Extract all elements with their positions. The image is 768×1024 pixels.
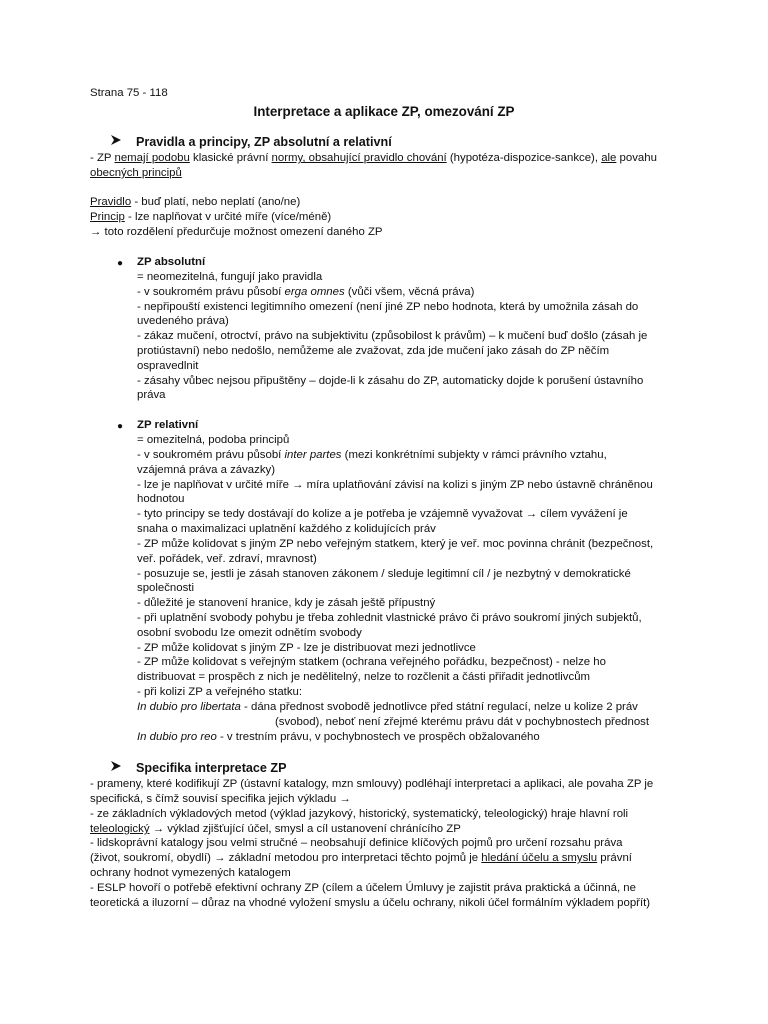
list-line: - nepřipouští existenci legitimního omezení (není jiné ZP nebo hodnota, která by umožnila zásah do	[137, 301, 639, 313]
para-line: - prameny, které kodifikují ZP (ústavní katalogy, mzn smlouvy) podléhají interpretaci a aplikaci, ale povaha ZP je	[90, 778, 654, 790]
list-line: = neomezitelná, fungují jako pravidla	[137, 271, 323, 283]
term-pravidlo: Pravidlo	[90, 196, 132, 208]
subheading-relativni: ZP relativní	[137, 419, 199, 431]
text-run: (mezi konkrétními subjekty v rámci právního vztahu,	[341, 449, 607, 461]
document-title: Interpretace a aplikace ZP, omezování ZP	[253, 104, 515, 119]
page-range-label: Strana 75 - 118	[90, 87, 168, 99]
list-line: - při kolizi ZP a veřejného statku:	[137, 686, 303, 698]
text-run: → výklad zjišťující účel, smysl a cíl ustanovení chránícího ZP	[149, 823, 461, 835]
text-run: - v soukromém právu působí	[137, 286, 285, 298]
bullet-icon: ●	[117, 421, 124, 432]
section-heading-text: Specifika interpretace ZP	[136, 761, 287, 775]
list-line: - ZP může kolidovat s jiným ZP nebo veřejným statkem, který je veř. moc povinna chránit (bezpečnost,	[137, 538, 654, 550]
intro-line-2	[90, 166, 182, 181]
list-line: - při uplatnění svobody pohybu je třeba zohlednit vlastnické právo či právo soukromí jiných subjektů,	[137, 612, 642, 624]
pravidlo-definition	[90, 195, 300, 210]
text-run: - v soukromém právu působí	[137, 449, 285, 461]
text-run: - buď platí, nebo neplatí (ano/ne)	[131, 196, 301, 208]
underlined-text: teleologický	[90, 823, 150, 835]
conclusion-line: → toto rozdělení předurčuje možnost omezení daného ZP	[90, 226, 383, 238]
list-line: - posuzuje se, jestli je zásah stanoven zákonem / sleduje legitimní cíl / je nezbytný v demokratické	[137, 568, 631, 580]
list-line: osobní svobodu lze omezit odnětím svobody	[137, 627, 362, 639]
text-run: klasické právní	[189, 152, 272, 164]
list-line	[137, 730, 540, 745]
list-line: veř. pořádek, veř. zdraví, mravnost)	[137, 553, 317, 565]
para-line	[90, 851, 632, 866]
term-princip: Princip	[90, 211, 125, 223]
bullet-icon: ●	[117, 258, 124, 269]
italic-term: erga omnes	[284, 286, 345, 298]
list-line	[137, 448, 607, 463]
text-run: právní	[597, 852, 632, 864]
arrowhead-bullet-icon	[110, 760, 124, 776]
italic-term: inter partes	[284, 449, 342, 461]
text-run: (vůči všem, věcná práva)	[344, 286, 475, 298]
list-line: protiústavní) nebo nedošlo, nemůžeme ale zvažovat, zda jde mučení jako zásah do ZP něčím	[137, 345, 610, 357]
list-line: = omezitelná, podoba principů	[137, 434, 290, 446]
list-line: uvedeného práva)	[137, 315, 229, 327]
list-line: ospravedlnit	[137, 360, 199, 372]
list-line: distribuovat = prospěch z nich je nedělitelný, nelze to rozčlenit a části přiřadit jednotlivcům	[137, 671, 591, 683]
para-line: ochrany hodnot vymezených katalogem	[90, 867, 291, 879]
para-line	[90, 822, 461, 837]
section-heading-specifika	[110, 760, 287, 776]
list-line: - zásahy vůbec nejsou připuštěny – dojde-li k zásahu do ZP, automaticky dojde k porušení ústavního	[137, 375, 644, 387]
text-run: - ZP	[90, 152, 115, 164]
list-line: vzájemná práva a závazky)	[137, 464, 276, 476]
section-heading-text: Pravidla a principy, ZP absolutní a relativní	[136, 135, 392, 149]
underlined-text: hledání účelu a smyslu	[481, 852, 598, 864]
list-line: společnosti	[137, 582, 194, 594]
para-line: teoretická a iluzorní – důraz na vhodné vyložení smyslu a účelu ochrany, nikoli účel formálním výkladem popřít)	[90, 897, 651, 909]
italic-term: In dubio pro reo	[137, 731, 217, 743]
para-line: - lidskoprávní katalogy jsou velmi stručné – neobsahují definice klíčových pojmů pro určení rozsahu práva	[90, 837, 623, 849]
section-heading-pravidla	[110, 134, 392, 150]
text-run: (život, soukromí, obydlí) → základní metodou pro interpretaci těchto pojmů je	[90, 852, 482, 864]
text-run: povahu	[616, 152, 657, 164]
para-line: - ESLP hovoří o potřebě efektivní ochrany ZP (cílem a účelem Úmluvy je zajistit práva praktická a účinná, ne	[90, 882, 636, 894]
list-line: - zákaz mučení, otroctví, právo na subjektivitu (způsobilost k právům) – k mučení buď došlo (zásah je	[137, 330, 648, 342]
list-line: - lze je naplňovat v určité míře → míra uplatňování závisí na kolizi s jiným ZP nebo ústavně chráněnou	[137, 479, 653, 491]
list-line: - důležité je stanovení hranice, kdy je zásah ještě přípustný	[137, 597, 436, 609]
intro-line-1	[90, 151, 657, 166]
para-line: specifická, s čímž souvisí specifika jejich výkladu →	[90, 793, 351, 805]
list-line: - ZP může kolidovat s veřejným statkem (ochrana veřejného pořádku, bezpečnost) - nelze ho	[137, 656, 606, 668]
list-line	[137, 285, 474, 300]
list-line: - ZP může kolidovat s jiným ZP - lze je distribuovat mezi jednotlivce	[137, 642, 476, 654]
text-run: - dána přednost svobodě jednotlivce před státní regulací, nelze u kolize 2 práv	[240, 701, 638, 713]
list-line: (svobod), neboť není zřejmé kterému právu dát v pochybnostech přednost	[275, 716, 650, 728]
list-line: snaha o maximalizaci uplatnění každého z kolidujících práv	[137, 523, 436, 535]
text-run: - lze naplňovat v určité míře (více/méně)	[124, 211, 332, 223]
italic-term: In dubio pro libertata	[137, 701, 241, 713]
arrowhead-bullet-icon	[110, 134, 124, 150]
princip-definition	[90, 210, 331, 225]
para-line: - ze základních výkladových metod (výklad jazykový, historický, systematický, teleologický) hraje hlavní roli	[90, 808, 629, 820]
subheading-absolutni: ZP absolutní	[137, 256, 206, 268]
text-run: (hypotéza-dispozice-sankce),	[446, 152, 602, 164]
list-line: hodnotou	[137, 493, 185, 505]
list-line	[137, 700, 638, 715]
list-line: práva	[137, 389, 166, 401]
underlined-text: normy, obsahující pravidlo chování	[271, 152, 447, 164]
list-line: - tyto principy se tedy dostávají do kolize a je potřeba je vzájemně vyvažovat → cílem vyvážení je	[137, 508, 628, 520]
underlined-text: nemají podobu	[114, 152, 190, 164]
text-run: - v trestním právu, v pochybnostech ve prospěch obžalovaného	[216, 731, 540, 743]
underlined-text: obecných principů	[90, 167, 182, 179]
underlined-text: ale	[601, 152, 617, 164]
